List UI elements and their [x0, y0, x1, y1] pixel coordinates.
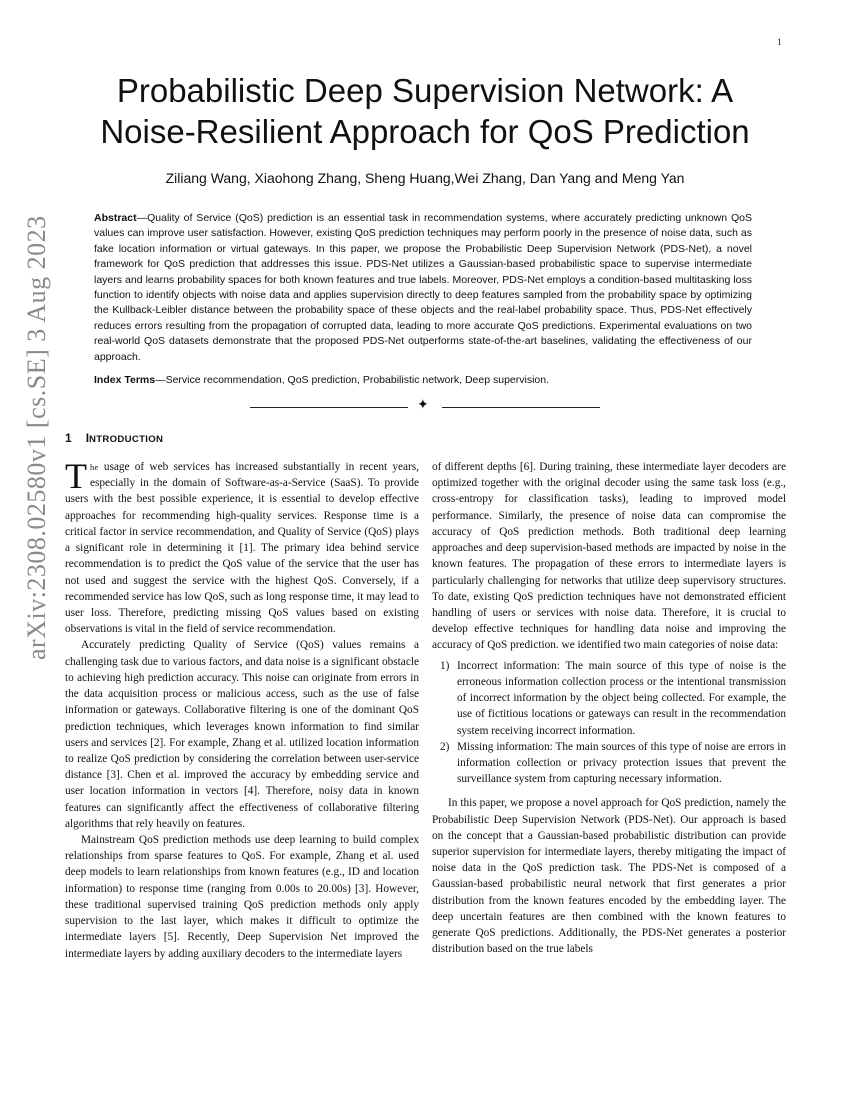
paragraph-gap — [432, 787, 786, 795]
opening-small-caps: he — [90, 462, 99, 472]
list-item-marker: 2) — [440, 740, 450, 753]
intro-paragraph-4: of different depths [6]. During training, these intermediate layer decoders are optimized together with the original decoder using the same task loss (e.g., cross-entropy for classification tasks), leading to improved model performance. Similarly, the presence of noise data can compromise the accuracy of QoS prediction methods. Both traditional deep learning approaches and deep supervision-based methods are impacted by noise in the known features. The propagation of these errors to intermediate layers is particularly challenging for networks that utilize deep supervisory structures. To date, existing QoS prediction techniques have not demonstrated efficient handling of users or services with noise data. Therefore, it is crucial to develop effective techniques for handling data noise and improving the accuracy of QoS prediction. we identified two main categories of noise data: — [432, 461, 786, 652]
list-item-text: Incorrect information: The main source of this type of noise is the erroneous information collection process or the intentional transmission of incorrect information by the object being collected. For example, the use of fictitious locations or gateways can result in the recommendation system receiving incorrect information. — [457, 659, 786, 737]
section-number: 1 — [65, 431, 72, 445]
divider-line-left — [250, 407, 408, 408]
list-item — [432, 739, 786, 788]
divider-ornament-icon: ✦ — [417, 397, 429, 413]
intro-paragraph-2: Accurately predicting Quality of Service (QoS) values remains a challenging task due to various factors, and data noise is a significant obstacle to achieving high prediction accuracy. This noise can originate from errors in the data acquisition process or malicious access, such as the use of false information or gateways. Collaborative filtering is one of the dominant QoS prediction techniques, which leverages known information to find similar users and services [2]. For example, Zhang et al. utilized location information to realize QoS prediction by considering the correlation between user-service distance [3]. Chen et al. improved the accuracy by embedding service and user location information in vectors [4]. Therefore, noisy data in known features can significantly affect the effectiveness of collaborative filtering algorithms that rely heavily on features. — [65, 639, 419, 830]
intro-paragraph-1 — [65, 456, 419, 637]
section-heading-introduction — [65, 431, 163, 445]
section-title-rest: NTRODUCTION — [89, 434, 164, 445]
paper-title — [60, 70, 790, 152]
divider-line-right — [442, 407, 600, 408]
paper-title-line-1: Probabilistic Deep Supervision Network: A — [116, 72, 734, 109]
page-number: 1 — [777, 37, 782, 47]
paper-title-line-2: Noise-Resilient Approach for QoS Prediction — [100, 113, 750, 150]
list-item-text: Missing information: The main sources of this type of noise are errors in information collection or privacy protection issues that prevent the surveillance system from capturing necessary information. — [457, 740, 786, 786]
arxiv-identifier-stamp: arXiv:2308.02580v1 [cs.SE] 3 Aug 2023 — [22, 215, 51, 660]
index-terms-label: Index Terms — [94, 374, 156, 386]
list-item — [432, 658, 786, 739]
noise-category-list — [432, 658, 786, 788]
section-title-initial: I — [85, 431, 90, 445]
abstract-text: —Quality of Service (QoS) prediction is an essential task in recommendation systems, where accurately predicting unknown QoS values can improve user satisfaction. However, existing QoS prediction techniques may perform poorly in the presence of noise data, such as fake location information or virtual gateways. In this paper, we propose the Probabilistic Deep Supervision Network (PDS-Net), a novel framework for QoS prediction that addresses this issue. PDS-Net utilizes a Gaussian-based probabilistic space to supervise intermediate layers and learns probability spaces for both known features and true labels. Moreover, PDS-Net employs a condition-based multitasking loss function to identify objects with noise data and applies supervision directly to deep features sampled from the probability space by optimizing the Kullback-Leibler distance between the probability space of these objects and the real-label probability space. Thus, PDS-Net effectively reduces errors resulting from the propagation of corrupted data, leading to more accurate QoS predictions. Experimental evaluations on two real-world QoS datasets demonstrate that the proposed PDS-Net outperforms state-of-the-art baselines, validating the effectiveness of our approach. — [94, 212, 752, 363]
author-list: Ziliang Wang, Xiaohong Zhang, Sheng Huang,Wei Zhang, Dan Yang and Meng Yan — [165, 170, 685, 186]
intro-paragraph-1-text: usage of web services has increased substantially in recent years, especially in the domain of Software-as-a-Service (SaaS). To provide users with the best possible experience, it is essential to develop effective approaches for recommending high-quality services. Response time is a critical factor in service recommendation, and Quality of Service (QoS) plays a significant role in determining it [1]. The primary idea behind service recommendation is to predict the QoS value of the service that the user has not used and suggest the service with the highest QoS. Conversely, if a recommended service has low QoS, such as long response time, it may lead to user loss. Therefore, predicting missing QoS values based on existing observations is vital in the field of service recommendation. — [65, 461, 419, 636]
index-terms — [94, 373, 752, 388]
left-column — [65, 456, 419, 962]
drop-cap: T — [65, 456, 87, 496]
section-divider — [0, 397, 850, 414]
list-item-marker: 1) — [440, 659, 450, 672]
abstract-label: Abstract — [94, 212, 137, 224]
index-terms-text: —Service recommendation, QoS prediction, Probabilistic network, Deep supervision. — [155, 374, 550, 386]
right-column — [432, 459, 786, 958]
intro-paragraph-3: Mainstream QoS prediction methods use deep learning to build complex relationships from sparse features to QoS. For example, Zhang et al. used deep models to learn relationships from known features (e.g., ID and location information) to response time (ranging from 0.00s to 20.00s) [3]. However, these traditional supervised training QoS prediction methods only apply supervision to the last layer, which makes it difficult to optimize the intermediate layers [5]. Recently, Deep Supervision Net improved the intermediate layers by adding auxiliary decoders to the intermediate layers — [65, 834, 419, 960]
intro-paragraph-5: In this paper, we propose a novel approach for QoS prediction, namely the Probabilistic Deep Supervision Network (PDS-Net). Our approach is based on the concept that a Gaussian-based probabilistic distribution can provide superior supervision for intermediate layers, thereby mitigating the impact of noise data in the QoS prediction task. The PDS-Net is composed of a Gaussian-based probabilistic neural network that first generates a prior distribution from the known features encoded by the embedding layer. The deep uncertain features are then combined with the known features to generate QoS predictions. Additionally, the PDS-Net generates a posterior distribution based on the true labels — [432, 797, 786, 956]
abstract — [94, 211, 752, 365]
